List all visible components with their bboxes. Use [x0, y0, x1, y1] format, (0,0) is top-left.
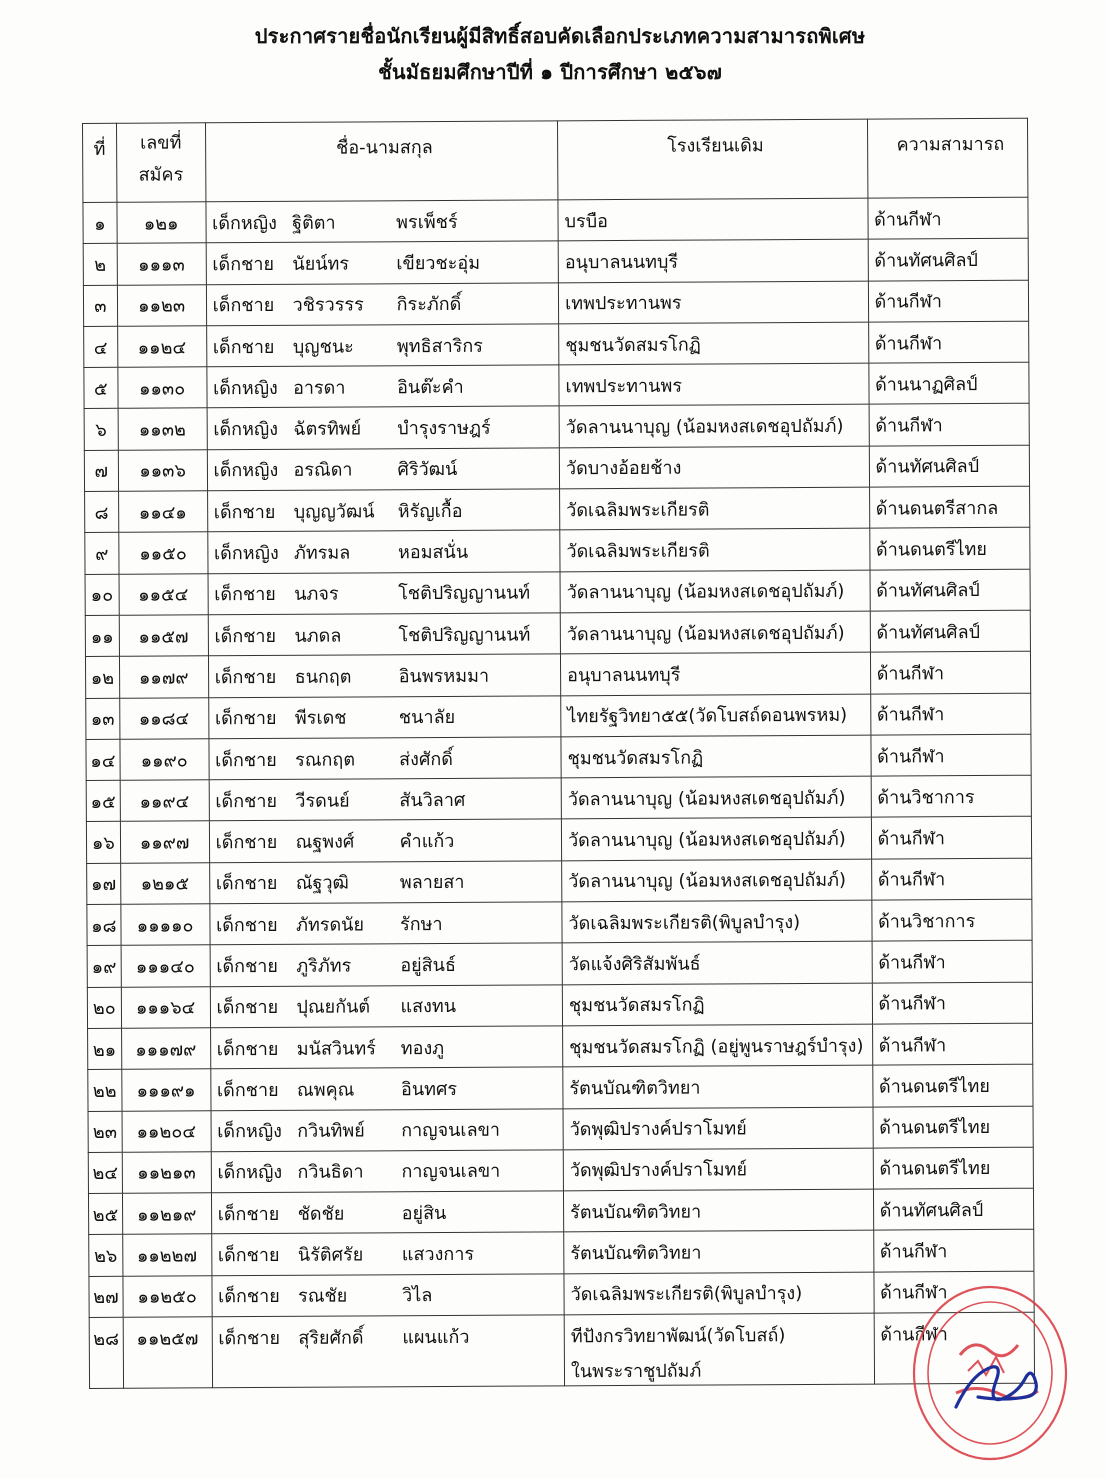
- row-name: [207, 448, 560, 491]
- row-no: ๒: [83, 244, 117, 285]
- school-name: วัดบางอ้อยช้าง: [565, 458, 682, 480]
- row-no: ๙: [85, 533, 119, 574]
- last-name: โชติปริญญานนท์: [398, 582, 531, 605]
- first-name: ชัดชัย: [297, 1203, 345, 1225]
- row-skill: ด้านวิชาการ: [871, 899, 1032, 941]
- row-school: [559, 405, 869, 448]
- name-prefix: เด็กชาย: [212, 253, 275, 276]
- name-prefix: เด็กหญิง: [213, 419, 279, 441]
- last-name: อินทศร: [400, 1078, 458, 1101]
- table-row: [85, 486, 1030, 533]
- name-prefix: เด็กชาย: [218, 1286, 280, 1308]
- table-row: [88, 1023, 1033, 1070]
- name-prefix: เด็กหญิง: [213, 460, 279, 482]
- row-skill: ด้านวิชาการ: [871, 775, 1032, 817]
- school-name: ชุมชนวัดสมรโกฏิ: [565, 334, 701, 356]
- last-name: ศิริวัฒน์: [397, 459, 458, 481]
- row-application-no: ๑๑๑๖๔: [121, 986, 210, 1028]
- first-name: ฉัตรทิพย์: [293, 418, 362, 440]
- last-name: คำแก้ว: [399, 831, 455, 853]
- first-name: อารดา: [293, 377, 346, 399]
- row-name: [209, 737, 562, 780]
- first-name: พีรเดช: [294, 707, 347, 730]
- row-application-no: ๑๑๙๗: [120, 821, 209, 863]
- row-skill: ด้านกีฬา: [869, 404, 1030, 446]
- school-name: วัดเฉลิมพระเกียรติ: [566, 499, 710, 522]
- row-skill: ด้านดนตรีไทย: [872, 1064, 1033, 1106]
- page-subtitle: ชั้นมัธยมศึกษาปีที่ ๑ ปีการศึกษา ๒๕๖๗: [378, 60, 722, 84]
- row-school: [564, 1189, 874, 1232]
- table-row: [88, 1188, 1033, 1235]
- row-no: ๒๖: [89, 1235, 123, 1276]
- table-row: [85, 651, 1030, 698]
- first-name: อรณิดา: [293, 459, 353, 482]
- row-skill: ด้านทัศนศิลป์: [870, 569, 1031, 611]
- row-application-no: ๑๑๑๔๐: [121, 945, 210, 987]
- last-name: ชนาลัย: [398, 707, 456, 729]
- row-school: [558, 239, 868, 282]
- row-application-no: ๑๑๓๖: [118, 450, 207, 492]
- first-name: ภัทรดนัย: [296, 914, 365, 936]
- row-application-no: ๑๑๒๑๙: [122, 1193, 211, 1235]
- name-prefix: เด็กชาย: [215, 749, 277, 771]
- last-name: แสงทน: [400, 996, 457, 1018]
- row-no: ๑๑: [85, 615, 119, 656]
- last-name: รักษา: [400, 913, 443, 935]
- first-name: ธนกฤต: [294, 666, 352, 688]
- last-name: บำรุงราษฎร์: [397, 417, 491, 440]
- row-no: ๘: [85, 491, 119, 532]
- first-name: บุญญวัฒน์: [293, 501, 375, 523]
- row-name: [206, 282, 559, 325]
- table-row: [83, 280, 1028, 327]
- row-school: [563, 1148, 873, 1191]
- table-row: [84, 404, 1029, 451]
- school-name: บรบือ: [564, 210, 608, 232]
- row-name: [212, 1315, 565, 1388]
- row-no: ๒๓: [88, 1111, 122, 1152]
- row-skill: ด้านกีฬา: [868, 197, 1029, 239]
- row-application-no: ๑๑๕๗: [119, 615, 208, 657]
- row-skill: ด้านทัศนศิลป์: [873, 1188, 1034, 1230]
- row-no: ๕: [84, 367, 118, 408]
- school-name: เทพประทานพร: [565, 375, 683, 398]
- row-name: [210, 984, 563, 1027]
- row-no: ๑๗: [87, 863, 121, 904]
- row-name: [207, 406, 560, 449]
- header-school: โรงเรียนเดิม: [558, 119, 868, 200]
- row-school: [564, 1313, 874, 1386]
- first-name: ฐิติตา: [292, 212, 336, 234]
- first-name: บุญชนะ: [292, 336, 354, 358]
- row-name: [206, 365, 559, 408]
- row-name: [210, 1067, 563, 1110]
- first-name: ณพคุณ: [296, 1079, 355, 1101]
- row-school: [559, 322, 869, 365]
- row-application-no: ๑๑๒๓: [117, 284, 206, 326]
- row-skill: ด้านกีฬา: [872, 941, 1033, 983]
- last-name: กาญจนเลขา: [401, 1119, 501, 1142]
- row-name: [208, 572, 561, 615]
- row-name: [208, 695, 561, 738]
- first-name: ณัฐวุฒิ: [295, 872, 349, 895]
- first-name: นภจร: [294, 583, 339, 606]
- school-name: วัดลานนาบุญ (น้อมหงสเดชอุปถัมภ์): [566, 622, 845, 645]
- table-row: [86, 734, 1031, 781]
- row-no: ๗: [84, 450, 118, 491]
- school-name: ชุมชนวัดสมรโกฏิ: [567, 747, 704, 769]
- row-no: ๑๔: [86, 739, 120, 780]
- first-name: รณกฤต: [295, 748, 356, 771]
- row-no: ๒๕: [88, 1193, 122, 1234]
- row-name: [210, 1026, 563, 1069]
- row-school: [559, 446, 869, 489]
- row-skill: ด้านดนตรีไทย: [873, 1106, 1034, 1148]
- table-row: [85, 569, 1030, 616]
- row-application-no: ๑๑๒๕๐: [123, 1276, 212, 1318]
- row-name: [206, 241, 559, 284]
- row-skill: ด้านกีฬา: [874, 1271, 1035, 1313]
- first-name: ภูริภัทร: [296, 955, 352, 977]
- first-name: ปุณยกันต์: [296, 996, 371, 1019]
- table-row: [87, 941, 1032, 988]
- row-name: [207, 530, 560, 573]
- row-application-no: ๑๑๒๕๗: [123, 1317, 212, 1388]
- row-name: [208, 613, 561, 656]
- row-application-no: ๑๑๒๑๓: [122, 1152, 211, 1194]
- row-name: [212, 1274, 565, 1317]
- table-row: [88, 1147, 1033, 1194]
- last-name: พลายสา: [399, 872, 465, 894]
- table-row: [86, 817, 1031, 864]
- school-name: วัดเฉลิมพระเกียรติ: [566, 540, 710, 563]
- last-name: หอมสนั่น: [397, 541, 469, 564]
- row-application-no: ๑๑๕๔: [119, 573, 208, 615]
- row-application-no: ๑๑๙๔: [120, 780, 209, 822]
- name-prefix: เด็กหญิง: [217, 1121, 283, 1143]
- name-prefix: เด็กชาย: [214, 666, 277, 689]
- row-skill: ด้านกีฬา: [871, 734, 1032, 776]
- row-application-no: ๑๑๑๑๐: [121, 904, 210, 946]
- row-school: [561, 818, 871, 861]
- school-name: วัดแจ้งศิริสัมพันธ์: [568, 953, 701, 976]
- header-skill: ความสามารถ: [867, 118, 1028, 198]
- name-prefix: เด็กชาย: [216, 1079, 279, 1102]
- last-name: แผนแก้ว: [402, 1326, 470, 1349]
- first-name: นภดล: [294, 625, 342, 647]
- table-row: [84, 321, 1029, 368]
- row-school: [558, 198, 868, 241]
- table-row: [88, 1064, 1033, 1111]
- row-application-no: ๑๑๓๒: [118, 408, 207, 450]
- applicant-table: [82, 118, 1035, 1389]
- school-name: ไทยรัฐวิทยา๕๕(วัดโบสถ์ดอนพรหม): [567, 704, 848, 728]
- school-name: อนุบาลนนทบุรี: [567, 664, 681, 687]
- row-no: ๔: [84, 326, 118, 367]
- row-name: [209, 861, 562, 904]
- row-school: [563, 1107, 873, 1150]
- table-row: [85, 528, 1030, 575]
- first-name: วชิรวรรร: [292, 294, 364, 317]
- first-name: ณฐพงศ์: [295, 831, 355, 853]
- first-name: สุริยศักดิ์: [298, 1327, 364, 1349]
- row-school: [561, 694, 871, 737]
- row-application-no: ๑๑๕๐: [118, 532, 207, 574]
- row-school: [558, 281, 868, 324]
- row-skill: ด้านดนตรีไทย: [869, 528, 1030, 570]
- row-application-no: ๑๑๒๒๗: [122, 1234, 211, 1276]
- row-skill: ด้านกีฬา: [872, 1023, 1033, 1065]
- school-name: รัตนบัณฑิตวิทยา: [569, 1077, 701, 1100]
- name-prefix: เด็กชาย: [217, 1244, 280, 1267]
- row-application-no: ๑๑๒๐๔: [122, 1110, 211, 1152]
- row-application-no: ๑๑๓๐: [118, 367, 207, 409]
- school-name: วัดเฉลิมพระเกียรติ(พิบูลบำรุง): [568, 911, 801, 934]
- row-application-no: ๑๑๘๔: [119, 697, 208, 739]
- name-prefix: เด็กชาย: [215, 832, 278, 854]
- school-name: วัดลานนาบุญ (น้อมหงสเดชอุปถัมภ์): [567, 787, 846, 811]
- header-application-no: [116, 123, 205, 202]
- last-name: อินพรหมมา: [398, 665, 490, 688]
- table-row: [84, 362, 1029, 409]
- row-no: ๑๖: [86, 822, 120, 863]
- row-no: ๒๘: [89, 1317, 123, 1388]
- first-name: มนัสวินทร์: [296, 1037, 376, 1060]
- row-school: [559, 363, 869, 406]
- school-name: วัดลานนาบุญ (น้อมหงสเดชอุปถัมภ์): [565, 415, 844, 439]
- school-name: วัดลานนาบุญ (น้อมหงสเดชอุปถัมภ์): [568, 870, 847, 893]
- table-row: [89, 1230, 1034, 1277]
- first-name: กวินทิพย์: [297, 1120, 365, 1142]
- name-prefix: เด็กชาย: [217, 1203, 280, 1226]
- school-name: อนุบาลนนทบุรี: [564, 251, 679, 274]
- school-name: รัตนบัณฑิตวิทยา: [570, 1201, 702, 1224]
- name-prefix: เด็กชาย: [218, 1327, 281, 1350]
- last-name: พรเพ็ชร์: [396, 211, 458, 233]
- row-school: [564, 1231, 874, 1274]
- row-skill: ด้านกีฬา: [868, 321, 1029, 363]
- table-body: [83, 197, 1035, 1388]
- table-row: [86, 775, 1031, 822]
- row-name: [211, 1108, 564, 1151]
- name-prefix: เด็กชาย: [214, 708, 277, 730]
- row-skill: ด้านกีฬา: [873, 1230, 1034, 1272]
- school-name: วัดพุฒิปรางค์ปราโมทย์: [569, 1159, 748, 1182]
- school-name: ชุมชนวัดสมรโกฏิ: [568, 994, 705, 1017]
- school-name: รัตนบัณฑิตวิทยา: [570, 1242, 702, 1265]
- row-application-no: ๑๑๑๓: [117, 243, 206, 285]
- header-no: ที่: [83, 123, 117, 202]
- row-school: [560, 611, 870, 654]
- last-name: โชติปริญญานนท์: [398, 624, 531, 646]
- row-school: [562, 900, 872, 943]
- row-school: [560, 487, 870, 530]
- school-name: ทีปังกรวิทยาพัฒน์(วัดโบสถ์): [570, 1325, 786, 1348]
- first-name: นัยน์ทร: [292, 253, 350, 275]
- last-name: ส่งศักดิ์: [399, 748, 453, 770]
- last-name: วิไล: [402, 1285, 433, 1307]
- row-skill: ด้านกีฬา: [870, 693, 1031, 735]
- name-prefix: เด็กชาย: [216, 955, 278, 978]
- name-prefix: เด็กชาย: [214, 625, 277, 647]
- table-row: [85, 610, 1030, 657]
- row-school: [563, 1024, 873, 1067]
- table-row: [89, 1312, 1034, 1388]
- row-application-no: ๑๑๑๗๙: [121, 1028, 210, 1070]
- row-skill: ด้านกีฬา: [871, 817, 1032, 859]
- school-name-line2: ในพระราชูปถัมภ์: [570, 1360, 702, 1383]
- row-school: [564, 1272, 874, 1315]
- school-name: วัดลานนาบุญ (น้อมหงสเดชอุปถัมภ์): [567, 828, 846, 852]
- row-no: ๓: [83, 285, 117, 326]
- first-name: นิรัติศรัย: [297, 1244, 364, 1266]
- first-name: วีรดนย์: [295, 790, 350, 812]
- row-no: ๑๘: [87, 904, 121, 945]
- row-skill: ด้านกีฬา: [870, 651, 1031, 693]
- name-prefix: เด็กหญิง: [213, 377, 278, 400]
- row-school: [561, 735, 871, 778]
- name-prefix: เด็กชาย: [216, 997, 279, 1019]
- table-row: [89, 1271, 1034, 1318]
- first-name: กวินธิดา: [297, 1161, 364, 1184]
- row-name: [210, 943, 563, 986]
- last-name: อยู่สิน: [401, 1202, 447, 1224]
- row-name: [211, 1150, 564, 1193]
- row-no: ๒๒: [88, 1070, 122, 1111]
- table-row: [87, 982, 1032, 1029]
- first-name: ภัทรมล: [293, 542, 351, 564]
- row-no: ๑๐: [85, 574, 119, 615]
- row-application-no: ๑๑๗๙: [119, 656, 208, 698]
- header-application-line1: เลขที่: [140, 132, 182, 154]
- name-prefix: เด็กชาย: [216, 1038, 279, 1060]
- header-name: ชื่อ-นามสกุล: [205, 121, 558, 202]
- row-school: [561, 776, 871, 819]
- last-name: สันวิลาศ: [399, 789, 466, 812]
- row-no: ๑๒: [85, 657, 119, 698]
- school-name: วัดลานนาบุญ (น้อมหงสเดชอุปถัมภ์): [566, 581, 845, 604]
- row-name: [209, 819, 562, 862]
- first-name: รณชัย: [298, 1285, 348, 1308]
- row-no: ๖: [84, 409, 118, 450]
- table-header-row: [83, 118, 1028, 202]
- name-prefix: เด็กหญิง: [213, 542, 279, 565]
- name-prefix: เด็กชาย: [214, 584, 276, 606]
- row-school: [563, 1065, 873, 1108]
- row-skill: ด้านกีฬา: [874, 1312, 1035, 1384]
- row-school: [562, 983, 872, 1026]
- name-prefix: เด็กหญิง: [217, 1162, 283, 1184]
- row-skill: ด้านกีฬา: [868, 280, 1029, 322]
- page-title: ประกาศรายชื่อนักเรียนผู้มีสิทธิ์สอบคัดเลือกประเภทความสามารถพิเศษ: [254, 24, 866, 48]
- row-application-no: ๑๑๑๙๑: [121, 1069, 210, 1111]
- header-application-line2: สมัคร: [138, 164, 184, 186]
- school-name: ชุมชนวัดสมรโกฏิ (อยู่พูนราษฎร์บำรุง): [569, 1035, 864, 1058]
- name-prefix: เด็กชาย: [212, 336, 275, 358]
- row-name: [206, 200, 559, 243]
- row-skill: ด้านทัศนศิลป์: [869, 445, 1030, 487]
- row-school: [560, 570, 870, 613]
- row-skill: ด้านกีฬา: [871, 858, 1032, 900]
- row-no: ๑๕: [86, 780, 120, 821]
- last-name: แสวงการ: [401, 1243, 475, 1266]
- table-row: [87, 858, 1032, 905]
- row-name: [211, 1232, 564, 1275]
- row-no: ๑: [83, 202, 117, 243]
- row-skill: ด้านทัศนศิลป์: [868, 239, 1029, 281]
- table-row: [87, 899, 1032, 946]
- row-name: [206, 324, 559, 367]
- row-application-no: ๑๑๒๔: [117, 326, 206, 368]
- row-skill: ด้านนาฏศิลป์: [868, 362, 1029, 404]
- row-name: [207, 489, 560, 532]
- name-prefix: เด็กชาย: [213, 501, 276, 523]
- row-application-no: ๑๑๙๐: [120, 739, 209, 781]
- table-row: [88, 1106, 1033, 1153]
- row-name: [208, 654, 561, 697]
- school-name: เทพประทานพร: [564, 292, 682, 315]
- row-school: [562, 941, 872, 984]
- table-row: [86, 693, 1031, 740]
- last-name: อยู่สินธ์: [400, 954, 456, 977]
- row-skill: ด้านดนตรีสากล: [869, 486, 1030, 528]
- row-application-no: ๑๒๑: [117, 202, 206, 244]
- table-row: [83, 239, 1028, 286]
- school-name: วัดพุฒิปรางค์ปราโมทย์: [569, 1118, 747, 1141]
- name-prefix: เด็กหญิง: [212, 212, 277, 234]
- row-name: [211, 1191, 564, 1234]
- row-skill: ด้านทัศนศิลป์: [870, 610, 1031, 652]
- name-prefix: เด็กชาย: [216, 914, 278, 936]
- table-row: [83, 197, 1028, 244]
- last-name: กาญจนเลขา: [401, 1161, 501, 1183]
- last-name: อินต๊ะคำ: [397, 376, 464, 399]
- name-prefix: เด็กชาย: [215, 873, 278, 895]
- row-school: [562, 859, 872, 902]
- row-school: [561, 652, 871, 695]
- row-no: ๒๐: [87, 987, 121, 1028]
- name-prefix: เด็กชาย: [212, 295, 275, 317]
- school-name: วัดเฉลิมพระเกียรติ(พิบูลบำรุง): [570, 1283, 803, 1306]
- row-no: ๒๑: [88, 1028, 122, 1069]
- name-prefix: เด็กชาย: [215, 790, 278, 813]
- table-row: [84, 445, 1029, 492]
- row-no: ๑๙: [87, 946, 121, 987]
- row-school: [560, 528, 870, 571]
- row-application-no: ๑๑๔๑: [118, 491, 207, 533]
- row-name: [209, 902, 562, 945]
- last-name: เขียวชะอุ่ม: [396, 252, 481, 275]
- row-no: ๒๔: [88, 1152, 122, 1193]
- row-skill: ด้านดนตรีไทย: [873, 1147, 1034, 1189]
- row-no: ๑๓: [86, 698, 120, 739]
- last-name: หิรัญเกื้อ: [397, 500, 463, 522]
- row-name: [209, 778, 562, 821]
- row-no: ๒๗: [89, 1276, 123, 1317]
- last-name: กิระภักดิ์: [396, 294, 462, 316]
- last-name: ทองภู: [400, 1037, 445, 1059]
- row-application-no: ๑๒๑๕: [120, 863, 209, 905]
- last-name: พุทธิสาริกร: [396, 335, 483, 357]
- row-skill: ด้านกีฬา: [872, 982, 1033, 1024]
